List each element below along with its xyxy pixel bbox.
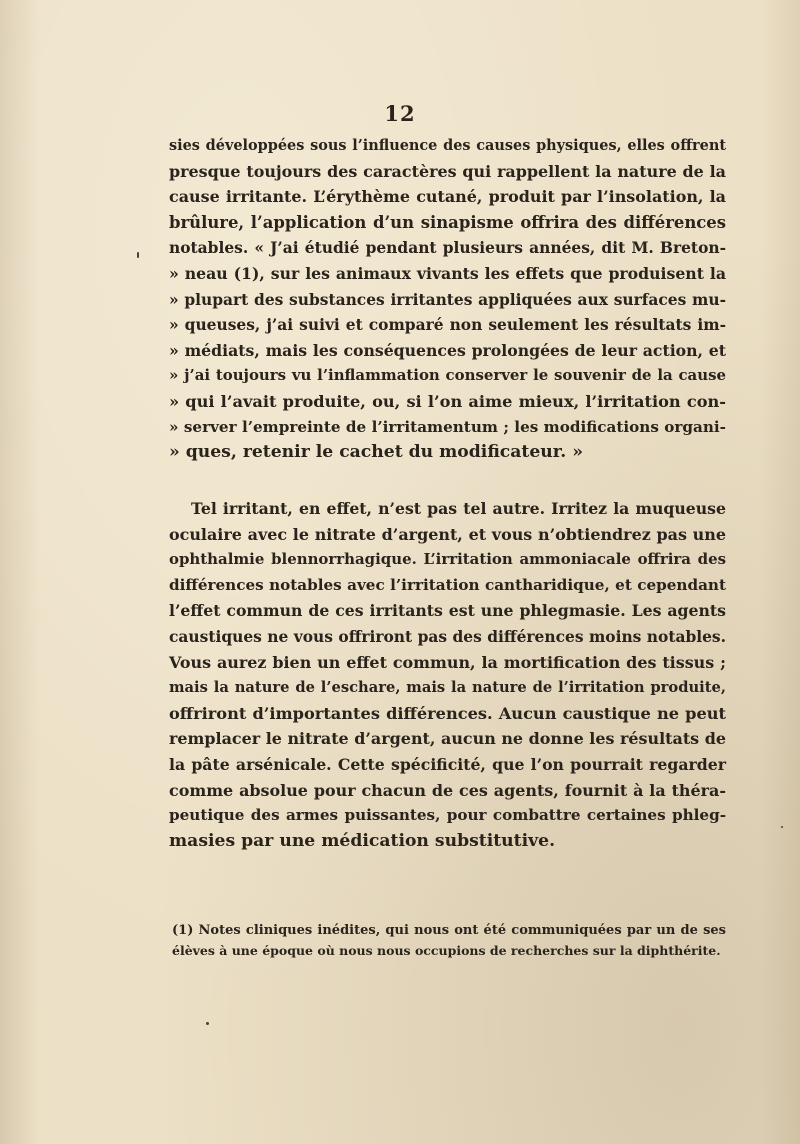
paper-speck (206, 1022, 209, 1025)
text-line: presque toujours des caractères qui rappellent la nature de la (169, 161, 726, 181)
text-line: » médiats, mais les conséquences prolongées de leur action, et (169, 340, 726, 360)
text-line: offriront d’importantes différences. Aucun caustique ne peut (169, 703, 726, 723)
text-line: » qui l’avait produite, ou, si l’on aime mieux, l’irritation con- (169, 391, 726, 411)
text-line: comme absolue pour chacun de ces agents, fournit à la théra- (169, 780, 726, 800)
page-number: 12 (384, 101, 416, 126)
text-line: remplacer le nitrate d’argent, aucun ne donne les résultats de (169, 729, 726, 749)
footnote (172, 921, 726, 961)
text-line: caustiques ne vous offriront pas des différences moins notables. (169, 626, 726, 646)
text-line: la pâte arsénicale. Cette spécificité, que l’on pourrait regarder (169, 754, 726, 774)
text-line: mais la nature de l’eschare, mais la nature de l’irritation produite, (169, 679, 726, 697)
paper-speck (137, 252, 139, 258)
paragraph-quotation (169, 133, 726, 466)
text-line: ophthalmie blennorrhagique. L’irritation ammoniacale offrira des (169, 550, 726, 569)
paper-speck (781, 826, 783, 828)
text-line: » server l’empreinte de l’irritamentum ; les modifications organi- (169, 417, 726, 436)
footnote-line: (1) Notes cliniques inédites, qui nous ont été communiquées par un de ses (172, 923, 726, 938)
text-line: notables. « J’ai étudié pendant plusieurs années, dit M. Breton- (169, 238, 726, 258)
text-line: masies par une médication substitutive. (169, 830, 556, 851)
text-line: différences notables avec l’irritation cantharidique, et cependant (169, 575, 726, 594)
text-line: » queuses, j’ai suivi et comparé non seulement les résultats im- (169, 315, 726, 335)
text-line: » j’ai toujours vu l’inflammation conserver le souvenir de la cause (169, 366, 726, 385)
text-line: » neau (1), sur les animaux vivants les effets que produisent la (169, 263, 726, 283)
text-line: Vous aurez bien un effet commun, la mortification des tissus ; (169, 652, 726, 672)
text-line: cause irritante. L’érythème cutané, produit par l’insolation, la (169, 187, 726, 207)
text-line: » plupart des substances irritantes appliquées aux surfaces mu- (169, 289, 726, 309)
text-line: » ques, retenir le cachet du modificateur. » (169, 442, 583, 463)
text-line: Tel irritant, en effet, n’est pas tel autre. Irritez la muqueuse (191, 499, 726, 518)
text-line: oculaire avec le nitrate d’argent, et vous n’obtiendrez pas une (169, 524, 726, 544)
footnote-line: élèves à une époque où nous nous occupions de recherches sur la diphthérite. (172, 943, 721, 958)
text-line: sies développées sous l’influence des causes physiques, elles offrent (169, 137, 726, 154)
paragraph-body (169, 496, 726, 854)
text-line: brûlure, l’application d’un sinapisme offrira des différences (169, 212, 726, 232)
text-line: l’effet commun de ces irritants est une phlegmasie. Les agents (169, 601, 726, 621)
text-line: peutique des armes puissantes, pour combattre certaines phleg- (169, 806, 726, 825)
